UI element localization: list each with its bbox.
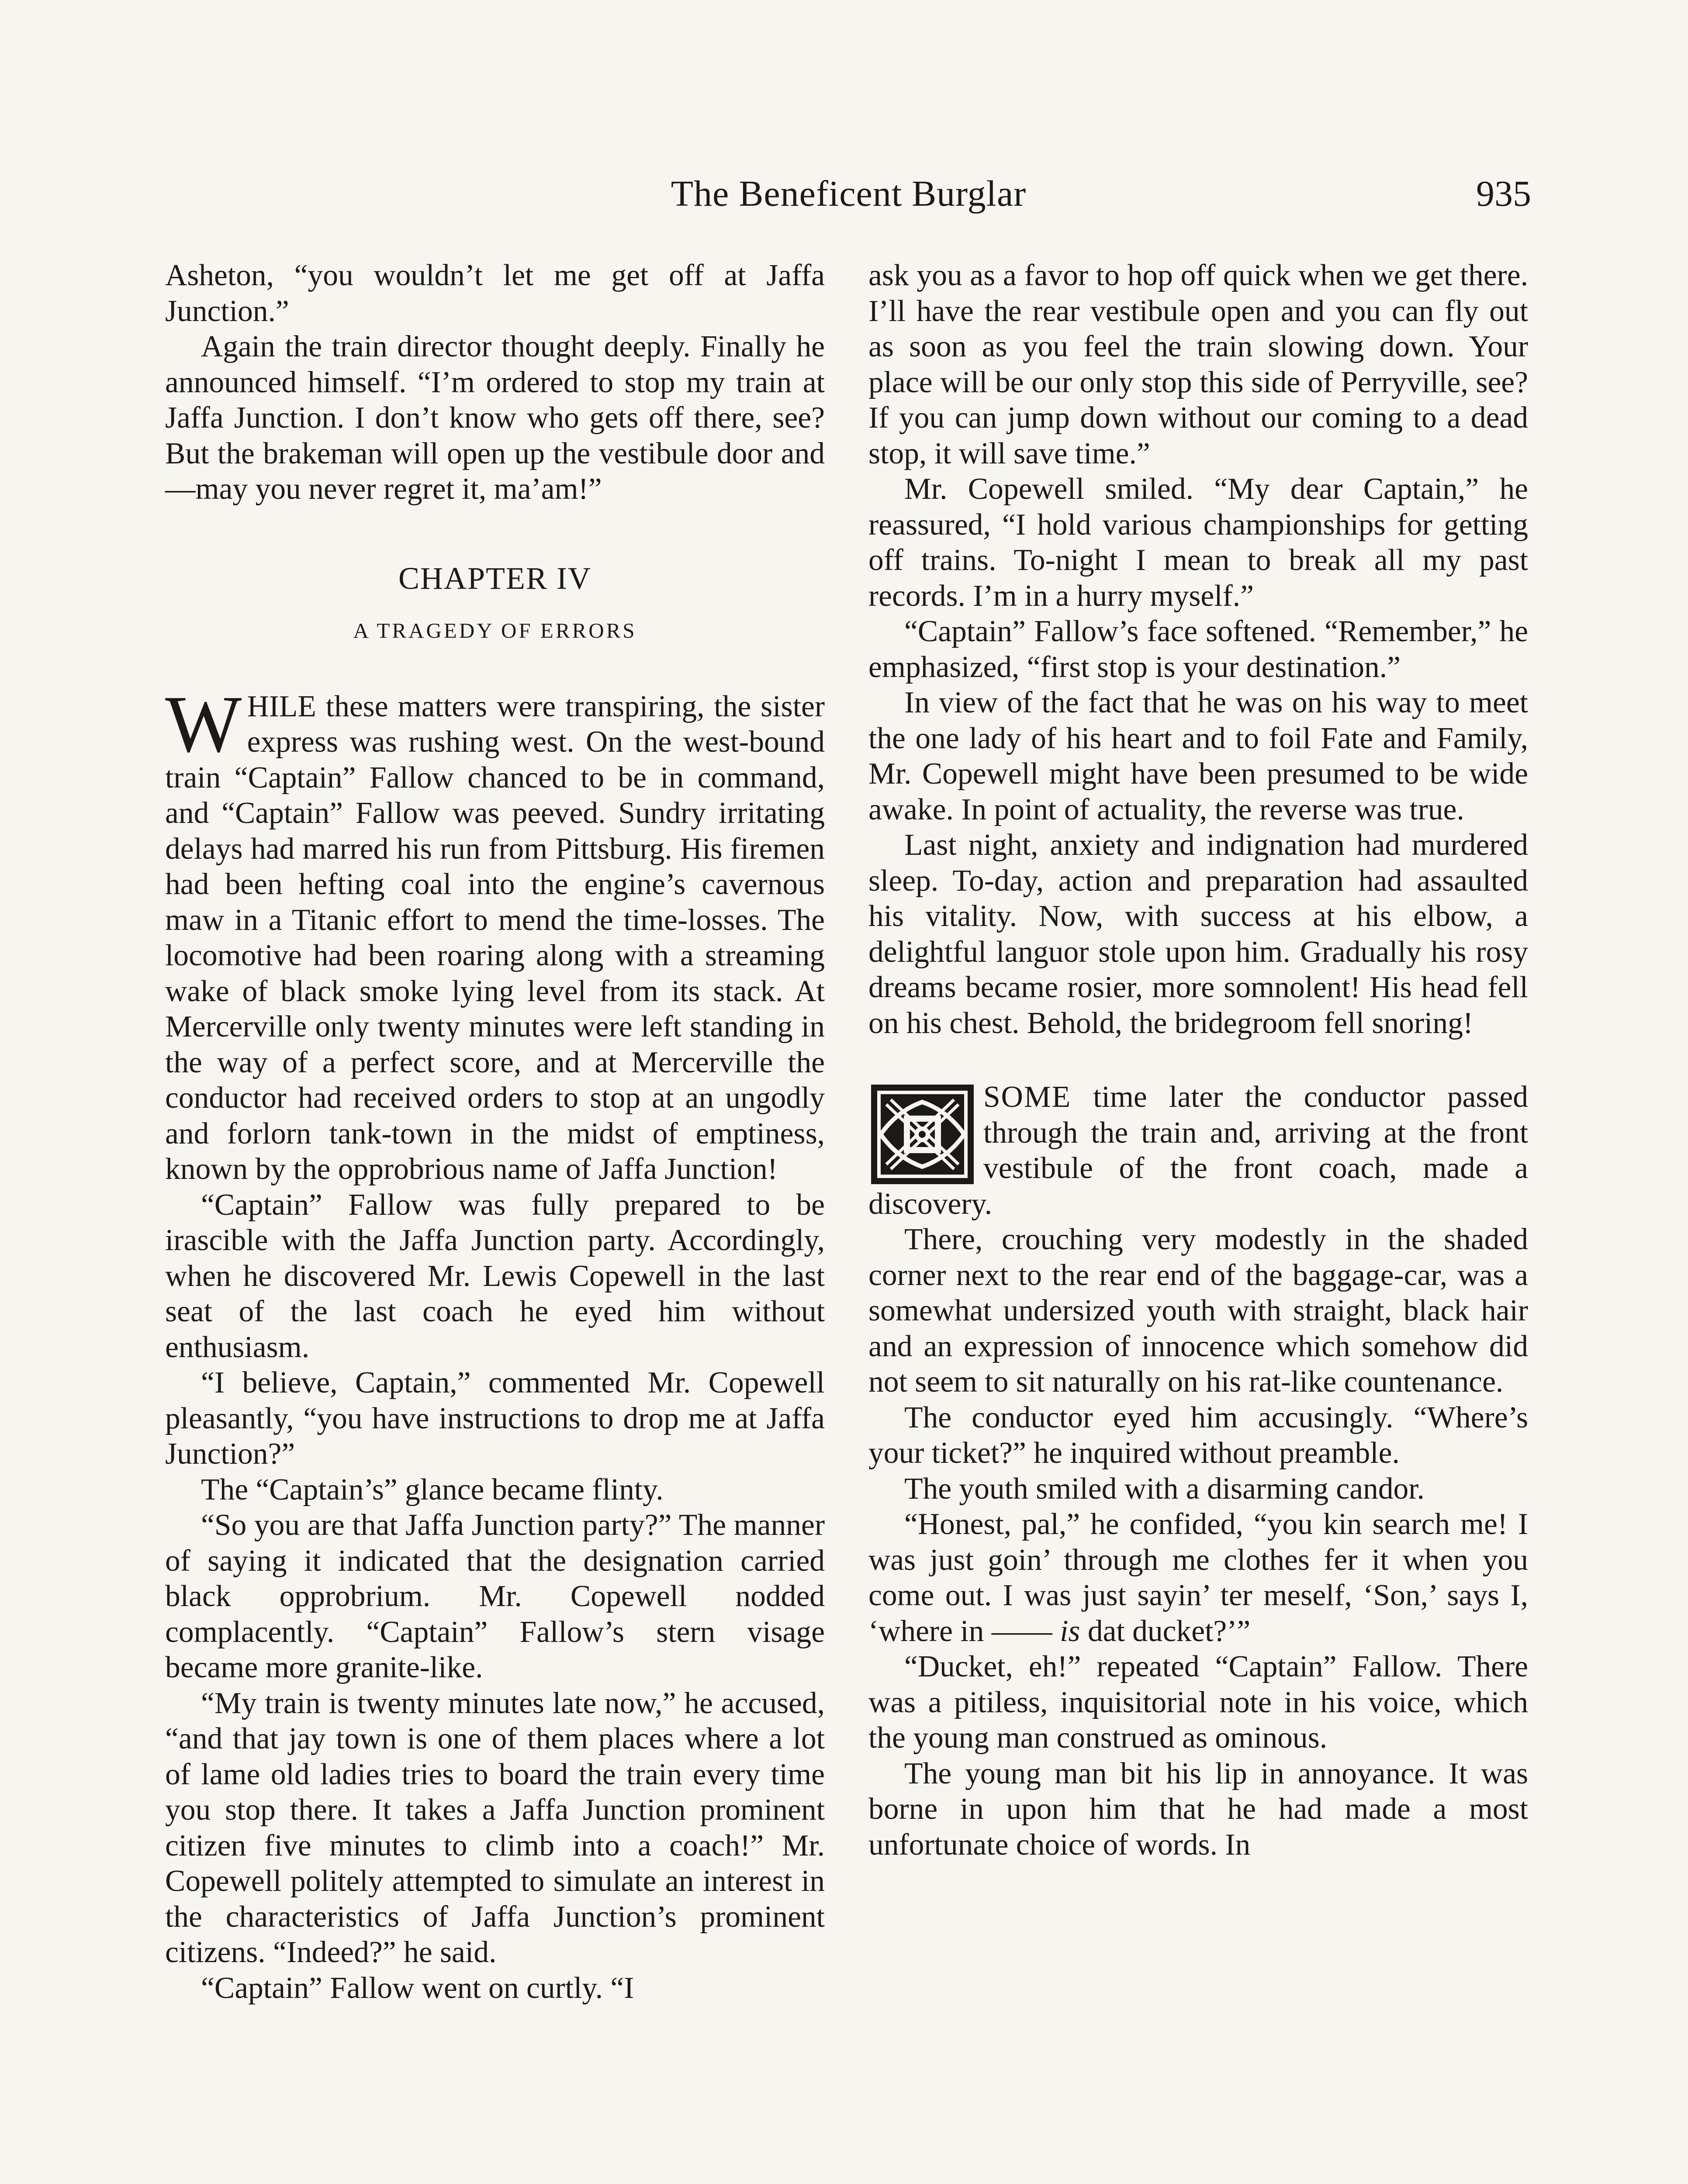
paragraph: Last night, anxiety and indignation had murdered sleep. To-day, action and preparation had assaulted his vitality. Now, with success at his elbow, a delightful languor stole upon him. Gradually his rosy dreams became rosier, more somnolent! His head fell on his chest. Behold, the bridegroom fell snoring! — [868, 828, 1528, 1040]
paragraph: “I believe, Captain,” commented Mr. Copewell pleasantly, “you have instructions to drop me at Jaffa Junction?” — [165, 1366, 825, 1471]
paragraph-text: “Honest, pal,” he confided, “you kin search me! I was just goin’ through me clothes fer it when you come out. I was just sayin’ ter meself, ‘Son,’ says I, ‘where in —— — [868, 1507, 1528, 1648]
chapter-heading: CHAPTER IV — [398, 560, 591, 596]
paragraph: “So you are that Jaffa Junction party?” The manner of saying it indicated that the designation carried black opprobrium. Mr. Copewell nodded complacently. “Captain” Fallow’s stern visage became more granite-like. — [165, 1508, 825, 1684]
italic-word: is — [1060, 1614, 1080, 1648]
celtic-knot-ornament-icon — [871, 1085, 974, 1184]
paragraph: “Ducket, eh!” repeated “Captain” Fallow. There was a pitiless, inquisitorial note in his voice, which the young man construed as ominous. — [868, 1650, 1528, 1755]
paragraph: The conductor eyed him accusingly. “Where’s your ticket?” he inquired without preamble. — [868, 1400, 1528, 1470]
paragraph: In view of the fact that he was on his way to meet the one lady of his heart and to foil Fate and Family, Mr. Copewell might have been presumed to be wide awake. In point of actuality, the reverse was true. — [868, 686, 1528, 826]
paragraph: Again the train director thought deeply. Finally he announced himself. “I’m ordered to stop my train at Jaffa Junction. I don’t know who gets off there, see? But the brakeman will open up the vestibule door and—may you never regret it, ma’am!” — [165, 330, 825, 506]
left-column — [165, 258, 825, 2006]
paragraph: Mr. Copewell smiled. “My dear Captain,” he reassured, “I hold various championships for getting off trains. To-night I mean to break all my past records. I’m in a hurry myself.” — [868, 472, 1528, 613]
paragraph-text: dat ducket?’” — [1080, 1614, 1251, 1648]
paragraph — [868, 1507, 1528, 1649]
ornament-paragraph — [868, 1079, 1528, 1222]
paragraph-text: time later the conductor passed through the train and, arriving at the front vestibule of the front coach, made a discovery. — [868, 1080, 1528, 1221]
running-title: The Beneficent Burglar — [671, 173, 1027, 214]
paragraph-lead-word: SOME — [983, 1080, 1072, 1114]
paragraph: “My train is twenty minutes late now,” he accused, “and that jay town is one of them places where a lot of lame old ladies tries to board the train every time you stop there. It takes a Jaffa Junction prominent citizen five minutes to climb into a coach!” Mr. Copewell politely attempted to simulate an interest in the characteristics of Jaffa Junction’s prominent citizens. “Indeed?” he said. — [165, 1686, 825, 1969]
drop-cap-letter: W — [165, 679, 242, 769]
paragraph: The young man bit his lip in annoyance. It was borne in upon him that he had made a most unfortunate choice of words. In — [868, 1756, 1528, 1862]
paragraph: “Captain” Fallow’s face softened. “Remember,” he emphasized, “first stop is your destination.” — [868, 615, 1528, 684]
dropcap-paragraph — [165, 679, 825, 1187]
paragraph: Asheton, “you wouldn’t let me get off at Jaffa Junction.” — [165, 259, 825, 328]
paragraph: There, crouching very modestly in the shaded corner next to the rear end of the baggage-car, was a somewhat undersized youth with straight, black hair and an expression of innocence which somehow did not seem to sit naturally on his rat-like countenance. — [868, 1223, 1528, 1399]
paragraph: ask you as a favor to hop off quick when we get there. I’ll have the rear vestibule open and you can fly out as soon as you feel the train slowing down. Your place will be our only stop this side of Perryville, see? If you can jump down without our coming to a dead stop, it will save time.” — [868, 259, 1528, 470]
page-header — [166, 173, 1531, 221]
paragraph-text: HILE these matters were transpiring, the sister express was rushing west. On the west-bound train “Captain” Fallow chanced to be in command, and “Captain” Fallow was peeved. Sundry irritating delays had marred his run from Pittsburg. His firemen had been hefting coal into the engine’s cavernous maw in a Titanic effort to mend the time-losses. The locomotive had been roaring along with a streaming wake of black smoke lying level from its stack. At Mercerville only twenty minutes were left standing in the way of a perfect score, and at Mercerville the conductor had received orders to stop at an ungodly and forlorn tank-town in the midst of emptiness, known by the opprobrious name of Jaffa Junction! — [165, 689, 825, 1186]
paragraph: “Captain” Fallow was fully prepared to be irascible with the Jaffa Junction party. Accordingly, when he discovered Mr. Lewis Copewell in the last seat of the last coach he eyed him without enthusiasm. — [165, 1188, 825, 1364]
paragraph: The “Captain’s” glance became flinty. — [201, 1472, 664, 1507]
page-number: 935 — [1476, 173, 1531, 214]
paragraph: The youth smiled with a disarming candor. — [904, 1472, 1425, 1506]
right-column — [868, 258, 1528, 1863]
chapter-subtitle: A TRAGEDY OF ERRORS — [353, 618, 637, 643]
paragraph: “Captain” Fallow went on curtly. “I — [201, 1971, 634, 2005]
